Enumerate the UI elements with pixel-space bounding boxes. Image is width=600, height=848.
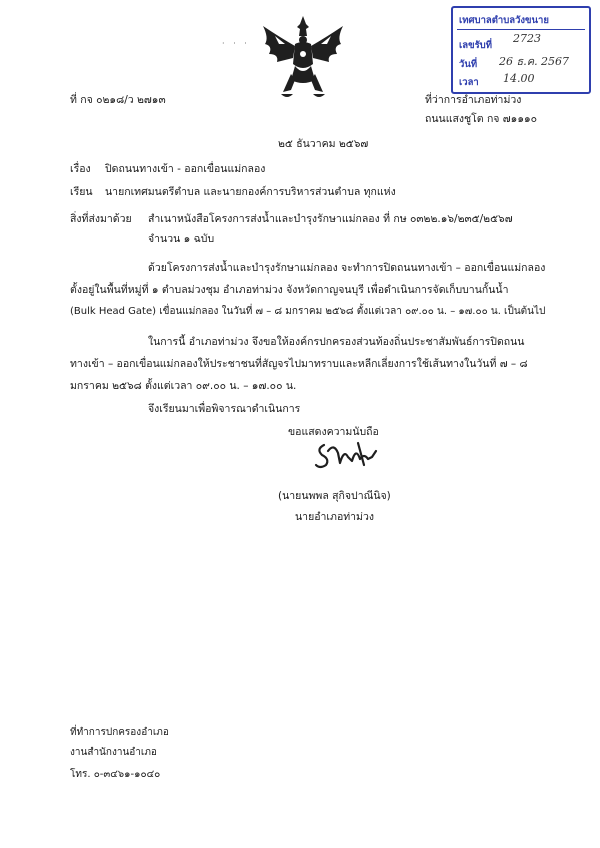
closing-regards: ขอแสดงความนับถือ <box>288 426 379 438</box>
footer-phone: โทร. ๐-๓๔๖๑-๑๐๔๐ <box>70 769 161 780</box>
recipient-text: นายกเทศมนตรีตำบล และนายกองค์การบริหารส่วนตำบล ทุกแห่ง <box>105 186 396 198</box>
body-paragraph-1-line-1: ด้วยโครงการส่งน้ำและบำรุงรักษาแม่กลอง จะทำการปิดถนนทางเข้า – ออกเขื่อนแม่กลอง <box>148 262 546 274</box>
office-address-line1: ที่ว่าการอำเภอท่าม่วง <box>425 94 522 106</box>
stamp-receipt-label: เลขรับที่ <box>459 40 492 51</box>
garuda-emblem-icon <box>255 14 351 104</box>
enclosure-count: จำนวน ๑ ฉบับ <box>148 233 215 245</box>
office-address-line2: ถนนแสงชูโต กจ ๗๑๑๑๐ <box>425 113 538 125</box>
document-number: ที่ กจ ๐๒๑๘/ว ๒๗๑๓ <box>70 94 166 106</box>
stamp-time-label: เวลา <box>459 77 479 88</box>
body-paragraph-1-line-2: ตั้งอยู่ในพื้นที่หมู่ที่ ๑ ตำบลม่วงชุม อำเภอท่าม่วง จังหวัดกาญจนบุรี เพื่อดำเนินการจัดเก็บบานกั้นน้ำ <box>70 284 509 296</box>
body-paragraph-2-line-2: ทางเข้า – ออกเขื่อนแม่กลองให้ประชาชนที่สัญจรไปมาทราบและหลีกเลี่ยงการใช้เส้นทางในวันที่ ๗ – ๘ <box>70 358 528 370</box>
body-paragraph-2-line-3: มกราคม ๒๕๖๘ ตั้งแต่เวลา ๐๙.๐๐ น. – ๑๗.๐๐ น. <box>70 380 297 392</box>
stamp-receipt-no: 2723 <box>513 32 541 45</box>
recipient-label: เรียน <box>70 186 93 198</box>
subject-text: ปิดถนนทางเข้า - ออกเขื่อนแม่กลอง <box>105 163 266 175</box>
receiving-stamp <box>451 6 591 94</box>
stamp-divider <box>457 29 585 30</box>
stamp-time-value: 14.00 <box>503 72 535 85</box>
body-paragraph-2-line-1: ในการนี้ อำเภอท่าม่วง จึงขอให้องค์กรปกครองส่วนท้องถิ่นประชาสัมพันธ์การปิดถนน <box>148 336 525 348</box>
scan-dots: · · · <box>222 39 250 48</box>
stamp-date-value: 26 ธ.ค. 2567 <box>499 55 570 68</box>
subject-label: เรื่อง <box>70 163 91 175</box>
stamp-date-label: วันที่ <box>459 59 478 70</box>
stamp-org: เทศบาลตำบลวังขนาย <box>459 15 549 26</box>
document-date: ๒๕ ธันวาคม ๒๕๖๗ <box>278 138 369 150</box>
body-paragraph-1-line-3: (Bulk Head Gate) เขื่อนแม่กลอง ในวันที่ ๗ – ๘ มกราคม ๒๕๖๘ ตั้งแต่เวลา ๐๙.๐๐ น. – ๑๗.๐๐ น. เป็นต้นไป <box>70 306 546 317</box>
body-paragraph-3: จึงเรียนมาเพื่อพิจารณาดำเนินการ <box>148 403 301 415</box>
handwritten-signature-icon <box>306 435 396 475</box>
signatory-name: (นายนพพล สุกิจปาณีนิจ) <box>278 490 391 502</box>
enclosure-label: สิ่งที่ส่งมาด้วย <box>70 213 132 225</box>
footer-department: ที่ทำการปกครองอำเภอ <box>70 727 169 738</box>
footer-section: งานสำนักงานอำเภอ <box>70 747 157 758</box>
enclosure-text: สำเนาหนังสือโครงการส่งน้ำและบำรุงรักษาแม่กลอง ที่ กษ ๐๓๒๒.๑๖/๒๓๕/๒๕๖๗ <box>148 213 513 225</box>
signatory-position: นายอำเภอท่าม่วง <box>295 511 375 523</box>
